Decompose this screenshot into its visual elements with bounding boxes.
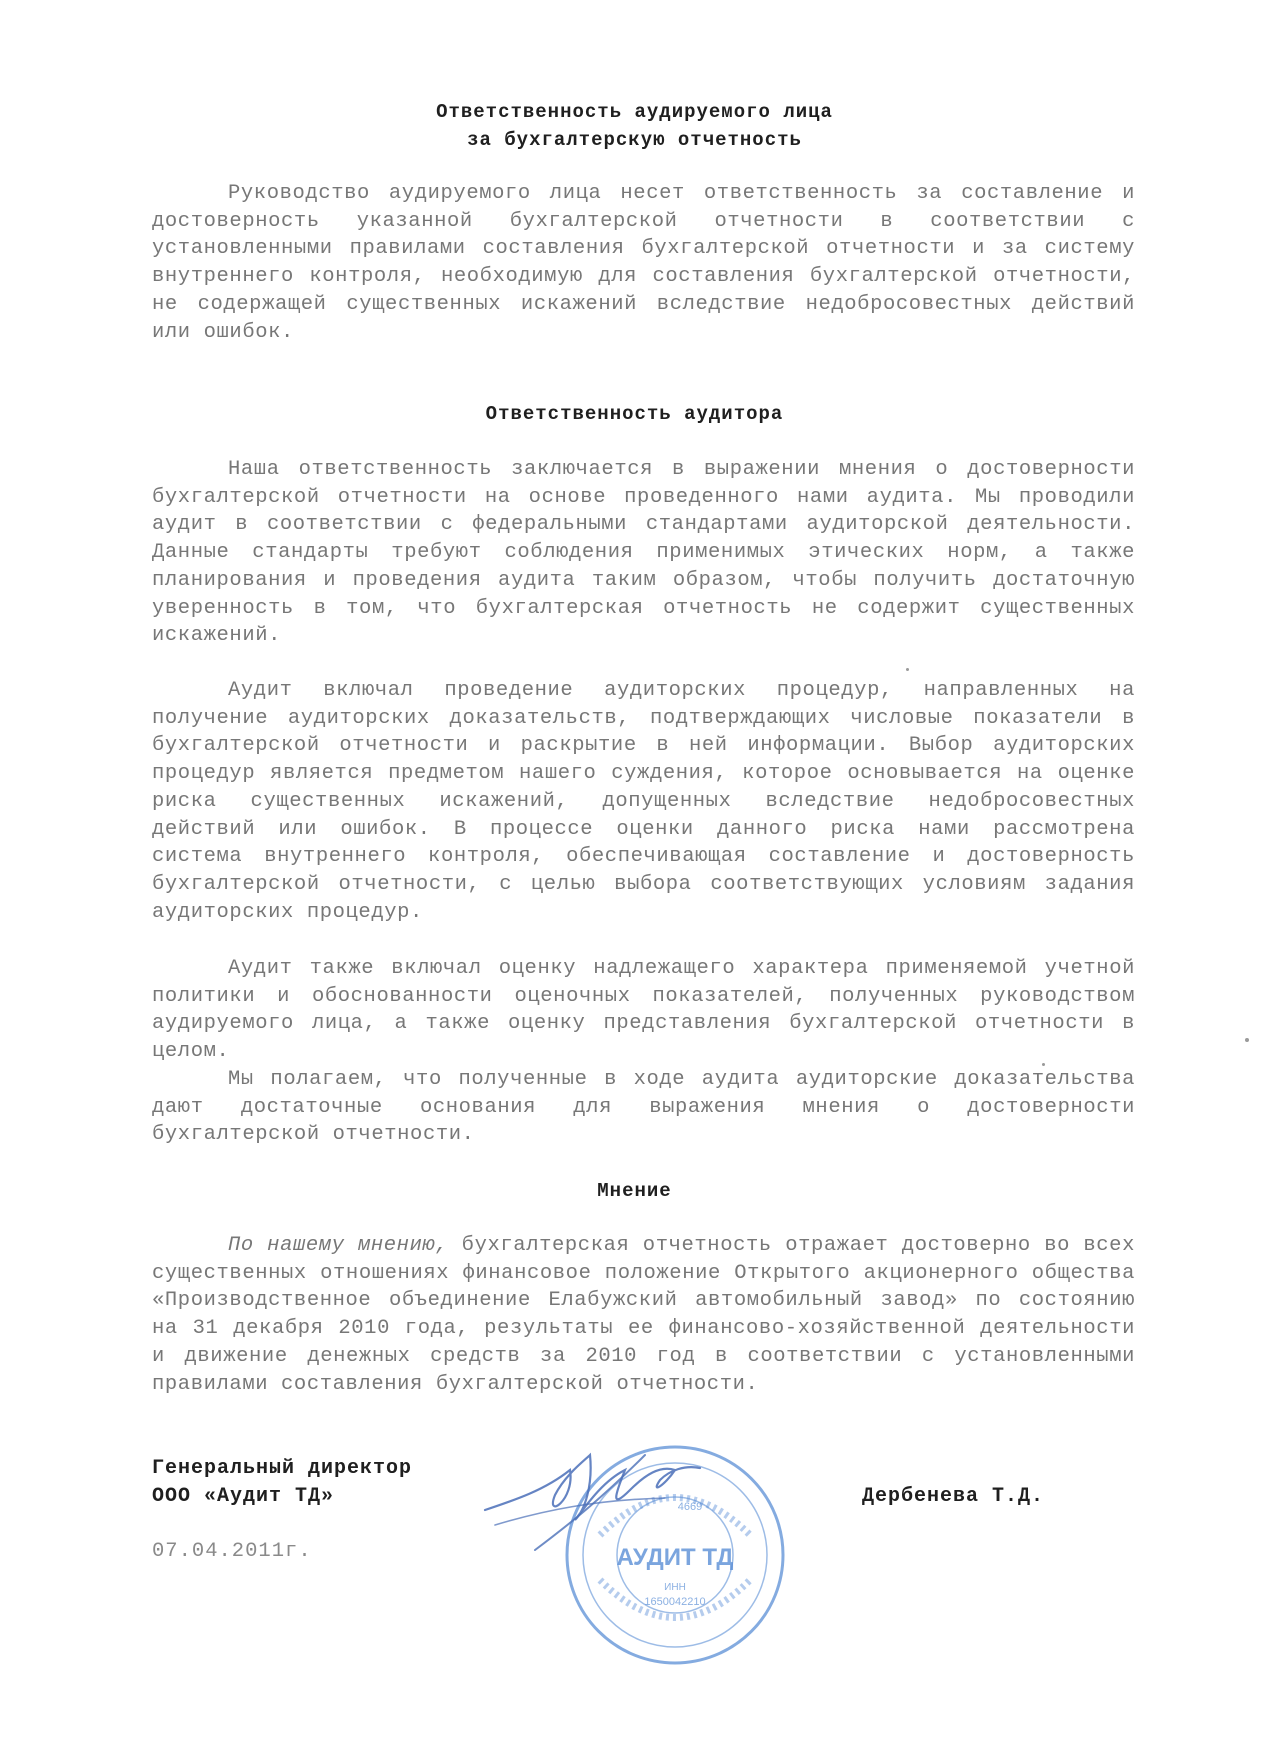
- auditor-paragraph-1: Наша ответственность заключается в выражении мнения о достоверности бухгалтерской отчетности на основе проведенного нами аудита. Мы проводили аудит в соответствии с федеральными стандартами аудиторской деятельности. Данные стандарты требуют соблюдения применимых этических норм, а также планирования и проведения аудита таким образом, чтобы получить достаточную уверенность в том, что бухгалтерская отчетность не содержит существенных искажений.: [152, 458, 1135, 648]
- scan-speck: [906, 668, 909, 671]
- section-title-opinion: Мнение: [597, 1180, 672, 1202]
- management-responsibility-paragraph: Руководство аудируемого лица несет ответственность за составление и достоверность указанной бухгалтерской отчетности в соответствии с установленными правилами составления бухгалтерской отчетности и за систему внутреннего контроля, необходимую для составления бухгалтерской отчетности, не содержащей существенных искажений вследствие недобросовестных действий или ошибок.: [152, 182, 1135, 344]
- opinion-paragraph: [152, 1232, 1135, 1398]
- opinion-lead: По нашему мнению,: [228, 1234, 449, 1257]
- title-line-1: Ответственность аудируемого лица: [436, 101, 833, 123]
- auditor-paragraph-2: Аудит включал проведение аудиторских процедур, направленных на получение аудиторских доказательств, подтверждающих числовые показатели в бухгалтерской отчетности и раскрытие в ней информации. Выбор аудиторских процедур является предметом нашего суждения, которое основывается на оценке риска существенных искажений, допущенных вследствие недобросовестных действий или ошибок. В процессе оценки данного риска нами рассмотрена система внутреннего контроля, обеспечивающая составление и достоверность бухгалтерской отчетности, с целью выбора соответствующих условиям задания аудиторских процедур.: [152, 679, 1135, 924]
- svg-text:АУДИТ ТД: АУДИТ ТД: [616, 1544, 734, 1571]
- signatory-company: ООО «Аудит ТД»: [152, 1485, 335, 1508]
- svg-text:1650042210: 1650042210: [644, 1596, 706, 1608]
- section-title-auditor-responsibility: Ответственность аудитора: [485, 403, 784, 425]
- handwritten-signature: [475, 1440, 735, 1560]
- scan-speck: [1245, 1038, 1249, 1042]
- scan-speck: [1042, 1063, 1045, 1066]
- title-line-2: за бухгалтерскую отчетность: [467, 129, 802, 151]
- signatory-name: Дербенева Т.Д.: [862, 1485, 1045, 1508]
- signatory-position: [152, 1455, 412, 1511]
- auditor-paragraph-3: Аудит также включал оценку надлежащего характера применяемой учетной политики и обоснованности оценочных показателей, полученных руководством аудируемого лица, а также оценку представления бухгалтерской отчетности в целом.: [152, 957, 1135, 1064]
- auditor-paragraph-4: Мы полагаем, что полученные в ходе аудита аудиторские доказательства дают достаточные основания для выражения мнения о достоверности бухгалтерской отчетности.: [152, 1068, 1135, 1147]
- section-title-management-responsibility: [0, 98, 1269, 154]
- signature-date: 07.04.2011г.: [152, 1540, 312, 1563]
- opinion-text: бухгалтерская отчетность отражает достоверно во всех существенных отношениях финансовое положение Открытого акционерного общества «Производственное объединение Елабужский автомобильный завод» по состоянию на 31 декабря 2010 года, результаты ее финансово-хозяйственной деятельности и движение денежных средств за 2010 год в соответствии с установленными правилами составления бухгалтерской отчетности.: [152, 1234, 1135, 1396]
- svg-text:4669: 4669: [677, 1501, 703, 1513]
- svg-text:ИНН: ИНН: [664, 1582, 686, 1593]
- signatory-title: Генеральный директор: [152, 1457, 413, 1480]
